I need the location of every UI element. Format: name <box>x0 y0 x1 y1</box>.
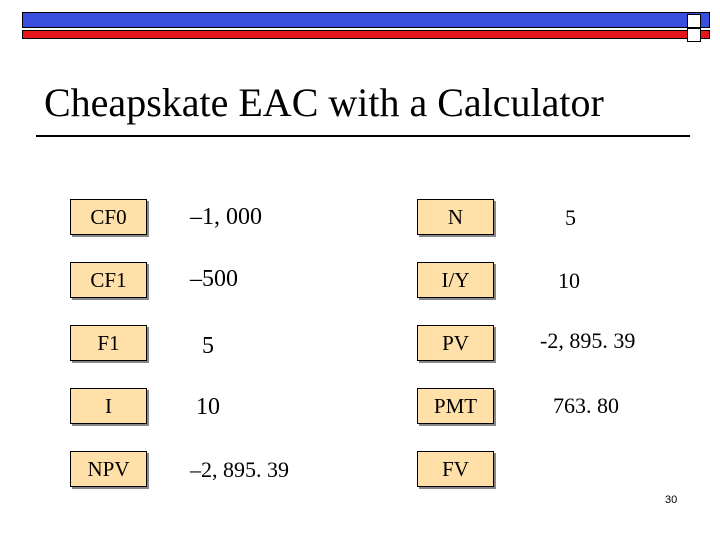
key-cf0: CF0 <box>70 199 147 235</box>
value-npv: –2, 895. 39 <box>190 457 289 482</box>
value-cf0: –1, 000 <box>190 204 262 230</box>
value-pv: -2, 895. 39 <box>540 328 636 353</box>
key-f1: F1 <box>70 325 147 361</box>
page-number: 30 <box>665 494 678 506</box>
value-f1: 5 <box>202 333 214 359</box>
header-square-bottom <box>687 28 701 42</box>
key-cf1: CF1 <box>70 262 147 298</box>
key-iy: I/Y <box>417 262 494 298</box>
value-i: 10 <box>196 394 220 420</box>
value-cf1: –500 <box>190 266 238 292</box>
header-square-top <box>687 14 701 28</box>
header-red-bar <box>22 30 710 39</box>
header-blue-bar <box>22 12 710 28</box>
key-pmt: PMT <box>417 388 494 424</box>
title-underline <box>36 135 690 137</box>
value-pmt: 763. 80 <box>553 393 619 418</box>
value-n: 5 <box>565 205 576 230</box>
key-pv: PV <box>417 325 494 361</box>
slide-title: Cheapskate EAC with a Calculator <box>44 80 604 125</box>
key-n: N <box>417 199 494 235</box>
key-i: I <box>70 388 147 424</box>
key-fv: FV <box>417 451 494 487</box>
key-npv: NPV <box>70 451 147 487</box>
value-iy: 10 <box>558 268 580 293</box>
